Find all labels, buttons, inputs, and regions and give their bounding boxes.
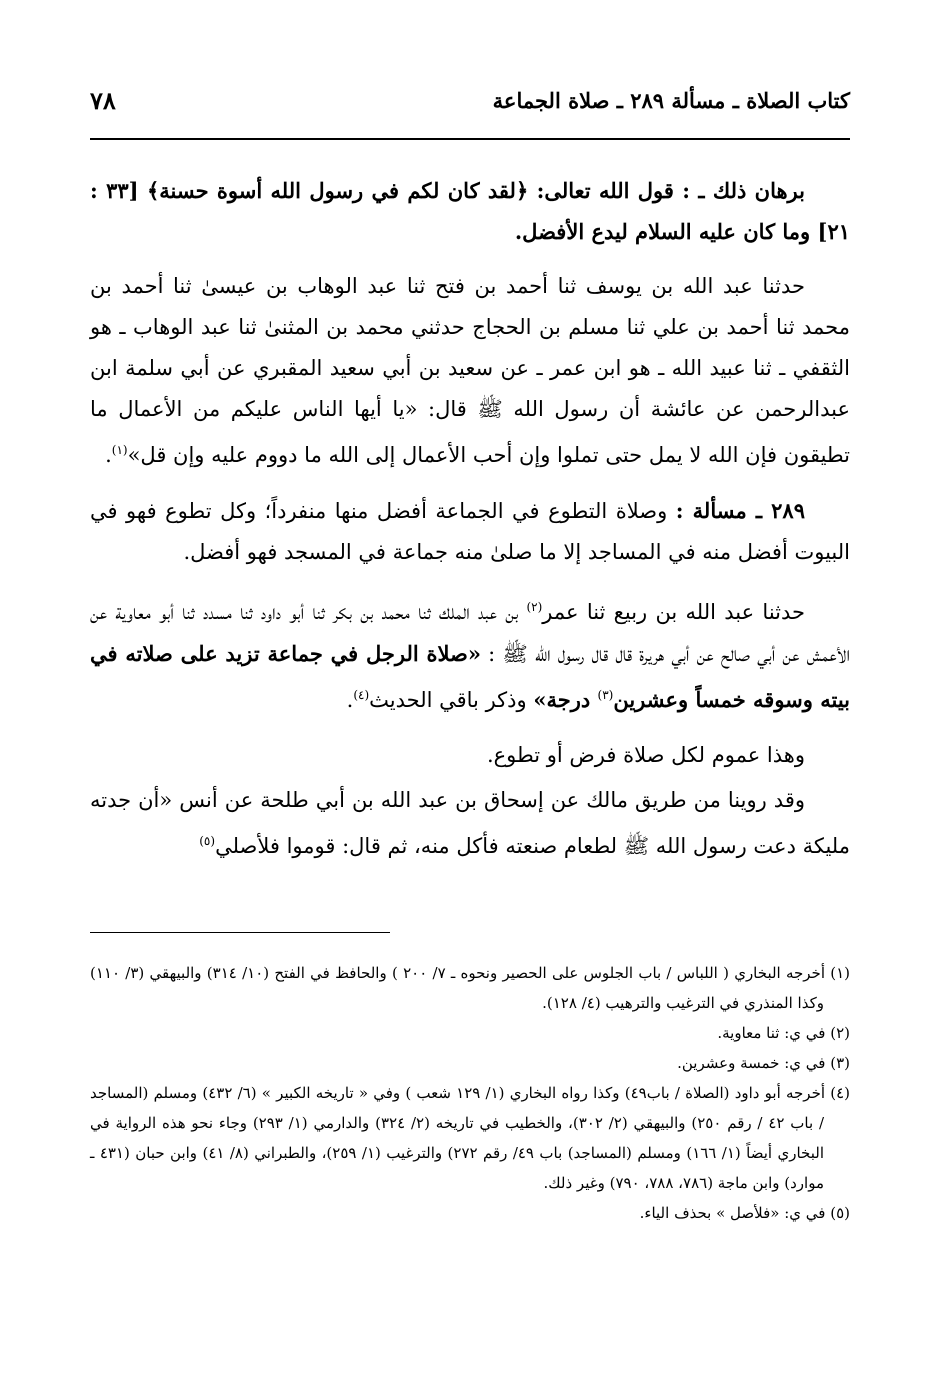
footnote-3: (٣) في ي: خمسة وعشرين. bbox=[677, 1054, 850, 1072]
paragraph-hadith-abu-hurayra bbox=[90, 587, 850, 721]
paragraph-hadith-aisha: حدثنا عبد الله بن يوسف ثنا أحمد بن فتح ثنا عبد الوهاب بن عيسىٰ ثنا أحمد بن محمد ثنا أحمد بن علي ثنا مسلم بن الحجاج حدثني محمد بن المثنىٰ ثنا عبد الوهاب ـ هو الثقفي ـ ثنا عبيد الله ـ هو ابن عمر ـ عن سعيد بن أبي سعيد المقبري عن أبي سلمة ابن عبدالرحمن عن عائشة أن رسول الله ﷺ قال: «يا أيها الناس عليكم من الأعمال ما تطيقون فإن الله لا يمل حتى تملوا وإن أحب الأعمال إلى الله ما دووم عليه وإن قل»$^{(١)}$. bbox=[90, 274, 850, 467]
period: . bbox=[346, 688, 354, 712]
footnote-2: (٢) في ي: ثنا معاوية. bbox=[717, 1024, 850, 1042]
footnote-divider bbox=[90, 932, 390, 933]
footnote-ref-1[interactable]: (١) bbox=[111, 443, 128, 457]
page-number: ٧٨ bbox=[90, 86, 116, 115]
hadith-aisha-text: حدثنا عبد الله بن يوسف ثنا أحمد بن فتح ثنا عبد الوهاب بن عيسىٰ ثنا أحمد بن محمد ثنا أحمد بن علي ثنا مسلم بن الحجاج حدثني محمد بن المثنىٰ ثنا عبد الوهاب ـ هو الثقفي ـ ثنا عبيد الله ـ هو ابن عمر ـ عن سعيد بن أبي سعيد المقبري عن أبي سلمة ابن عبدالرحمن عن عائشة أن رسول الله ﷺ قال: «يا أيها الناس عليكم من الأعمال ما تطيقون فإن الله لا يمل حتى تملوا وإن أحب الأعمال إلى الله ما دووم عليه وإن قل» bbox=[90, 274, 850, 467]
masala-number: ٢٨٩ ـ مسألة : bbox=[675, 498, 805, 523]
hadith-quote: «صلاة الرجل في جماعة تزيد على صلاته في بيته وسوقه خمساً وعشرين bbox=[90, 641, 850, 712]
book-page bbox=[90, 80, 850, 1310]
footnote-ref-3[interactable]: (٣) bbox=[597, 688, 614, 702]
anas-text: وقد روينا من طريق مالك عن إسحاق بن عبد الله بن أبي طلحة عن أنس «أن جدته مليكة دعت رسول الله ﷺ لطعام صنعته فأكل منه، ثم قال: قوموا فلأصلي bbox=[90, 788, 850, 858]
paragraph-masala-289 bbox=[90, 490, 850, 573]
footnote-ref-2[interactable]: (٢) bbox=[526, 600, 543, 614]
footnotes bbox=[90, 958, 850, 1228]
footnote-ref-5[interactable]: (٥) bbox=[199, 834, 216, 848]
footnote-4: (٤) أخرجه أبو داود (الصلاة / باب٤٩) وكذا رواه البخاري (١/ ١٢٩ شعب ) وفي « تاريخه الكبير » (٦/ ٤٣٢) ومسلم (المساجد / باب ٤٢ / رقم ٢٥٠) والبيهقي (٢/ ٣٠٢)، والخطيب في تاريخه (٢/ ٣٢٤) والدارمي (١/ ٢٩٣) وجاء نحو هذه الرواية في البخاري أيضاً (١/ ١٦٦) ومسلم (المساجد) باب ٤٩/ رقم ٢٧٢) والترغيب (١/ ٢٥٩)، والطبراني (٨/ ٤١) وابن حبان (٤٣١ ـ موارد) وابن ماجة (٧٨٦، ٧٨٨، ٧٩٠) وغير ذلك. bbox=[90, 1084, 850, 1192]
running-header bbox=[90, 88, 850, 128]
hadith-remainder: وذكر باقي الحديث bbox=[369, 688, 534, 712]
paragraph-anas bbox=[90, 780, 850, 867]
header-title: كتاب الصلاة ـ مسألة ٢٨٩ ـ صلاة الجماعة bbox=[492, 88, 850, 113]
masala-text: وصلاة التطوع في الجماعة أفضل منها منفرداً؛ وكل تطوع فهو في البيوت أفضل منه في المساجد إلا ما صلىٰ منه جماعة في المسجد فهو أفضل. bbox=[90, 499, 850, 564]
footnote-5: (٥) في ي: «فلأصل » بحذف الياء. bbox=[639, 1204, 850, 1222]
main-text bbox=[90, 170, 850, 881]
paragraph-proof bbox=[90, 170, 850, 252]
proof-text: برهان ذلك ـ : قول الله تعالى: ﴿لقد كان لكم في رسول الله أسوة حسنة﴾ [٣٣ : ٢١] وما كان عليه السلام ليدع الأفضل. bbox=[90, 178, 850, 244]
paragraph-generality bbox=[90, 735, 850, 776]
footnote-ref-4[interactable]: (٤) bbox=[353, 688, 370, 702]
header-divider bbox=[90, 138, 850, 140]
chain-text-b: بن عبد الملك ثنا محمد بن بكر ثنا أبو داود ثنا مسدد ثنا أبو معاوية عن الأعمش عن أبي صالح عن أبي هريرة قال قال رسول الله ﷺ : bbox=[90, 600, 851, 666]
chain-text-a: حدثنا عبد الله بن ربيع ثنا عمر bbox=[542, 600, 806, 624]
footnote-1: (١) أخرجه البخاري ( اللباس / باب الجلوس على الحصير ونحوه ـ ٧/ ٢٠٠ ) والحافظ في الفتح (١٠/ ٣١٤) والبيهقي (٣/ ١١٠) وكذا المنذري في الترغيب والترهيب (٤/ ١٢٨). bbox=[90, 964, 851, 1012]
hadith-quote-end: درجة» bbox=[533, 687, 598, 712]
generality-text: وهذا عموم لكل صلاة فرض أو تطوع. bbox=[486, 743, 805, 767]
